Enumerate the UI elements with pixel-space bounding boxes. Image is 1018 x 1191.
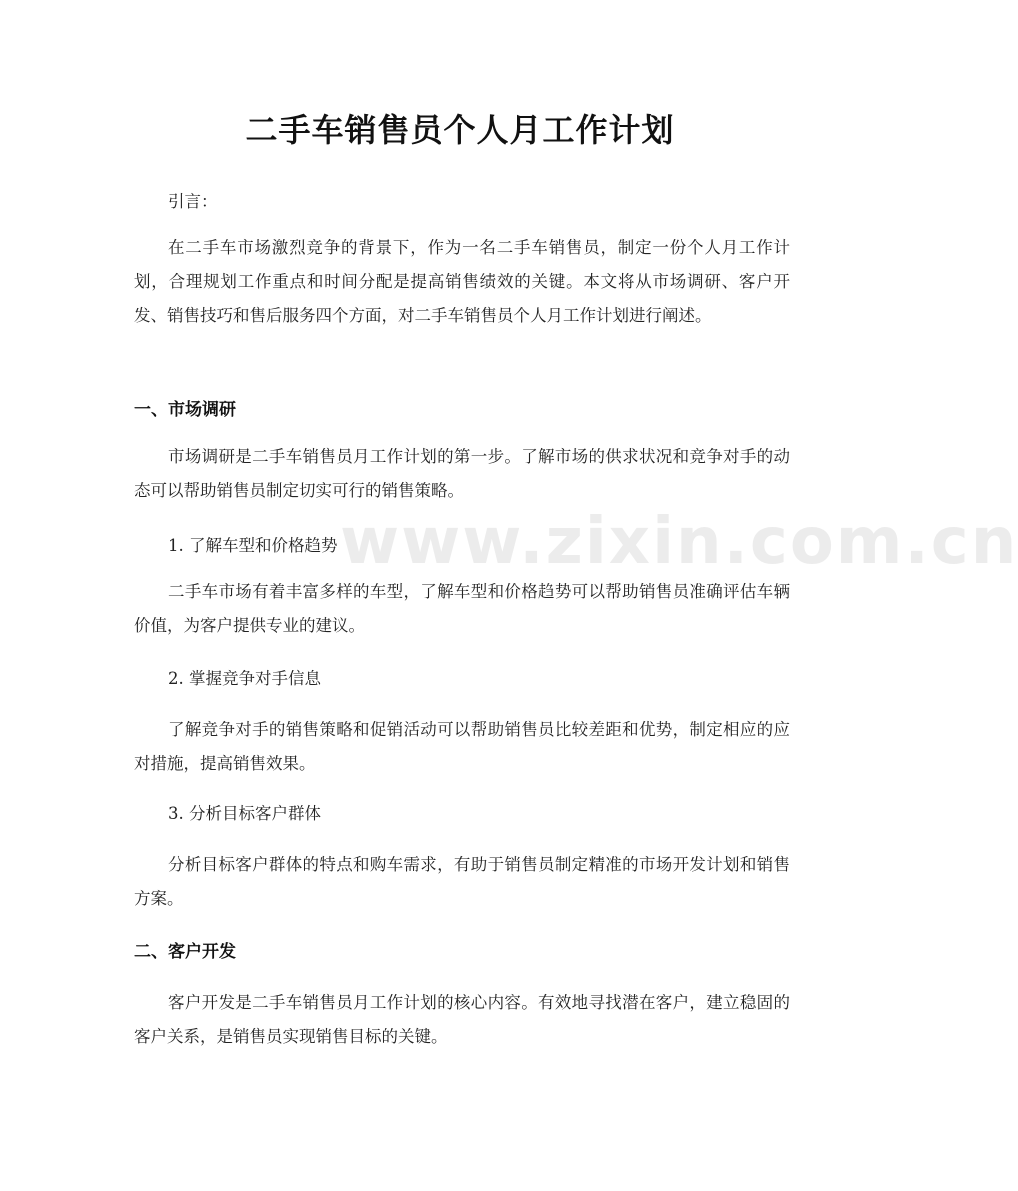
intro-paragraph: 在二手车市场激烈竞争的背景下，作为一名二手车销售员，制定一份个人月工作计划，合理规划工作重点和时间分配是提高销售绩效的关键。本文将从市场调研、客户开发、销售技巧和售后服务四个方面，对二手车销售员个人月工作计划进行阐述。: [134, 238, 790, 325]
item-label-1: 1. 了解车型和价格趋势: [168, 536, 338, 555]
item-paragraph-2: 了解竞争对手的销售策略和促销活动可以帮助销售员比较差距和优势，制定相应的应对措施，提高销售效果。: [134, 720, 790, 773]
item-paragraph-1: 二手车市场有着丰富多样的车型，了解车型和价格趋势可以帮助销售员准确评估车辆价值，为客户提供专业的建议。: [134, 582, 790, 635]
section-intro-customer-development: 客户开发是二手车销售员月工作计划的核心内容。有效地寻找潜在客户，建立稳固的客户关系，是销售员实现销售目标的关键。: [134, 993, 790, 1046]
section-heading-market-research: 一、市场调研: [134, 400, 236, 420]
item-label-2: 2. 掌握竞争对手信息: [168, 669, 321, 688]
item-label-3: 3. 分析目标客户群体: [168, 804, 321, 823]
intro-label: 引言：: [168, 192, 218, 211]
watermark: www.zixin.com.cn: [340, 505, 1018, 579]
page-title: 二手车销售员个人月工作计划: [245, 111, 675, 149]
item-paragraph-3: 分析目标客户群体的特点和购车需求，有助于销售员制定精准的市场开发计划和销售方案。: [134, 855, 790, 908]
section-intro-market-research: 市场调研是二手车销售员月工作计划的第一步。了解市场的供求状况和竞争对手的动态可以帮助销售员制定切实可行的销售策略。: [134, 447, 790, 500]
section-heading-customer-development: 二、客户开发: [134, 942, 236, 962]
